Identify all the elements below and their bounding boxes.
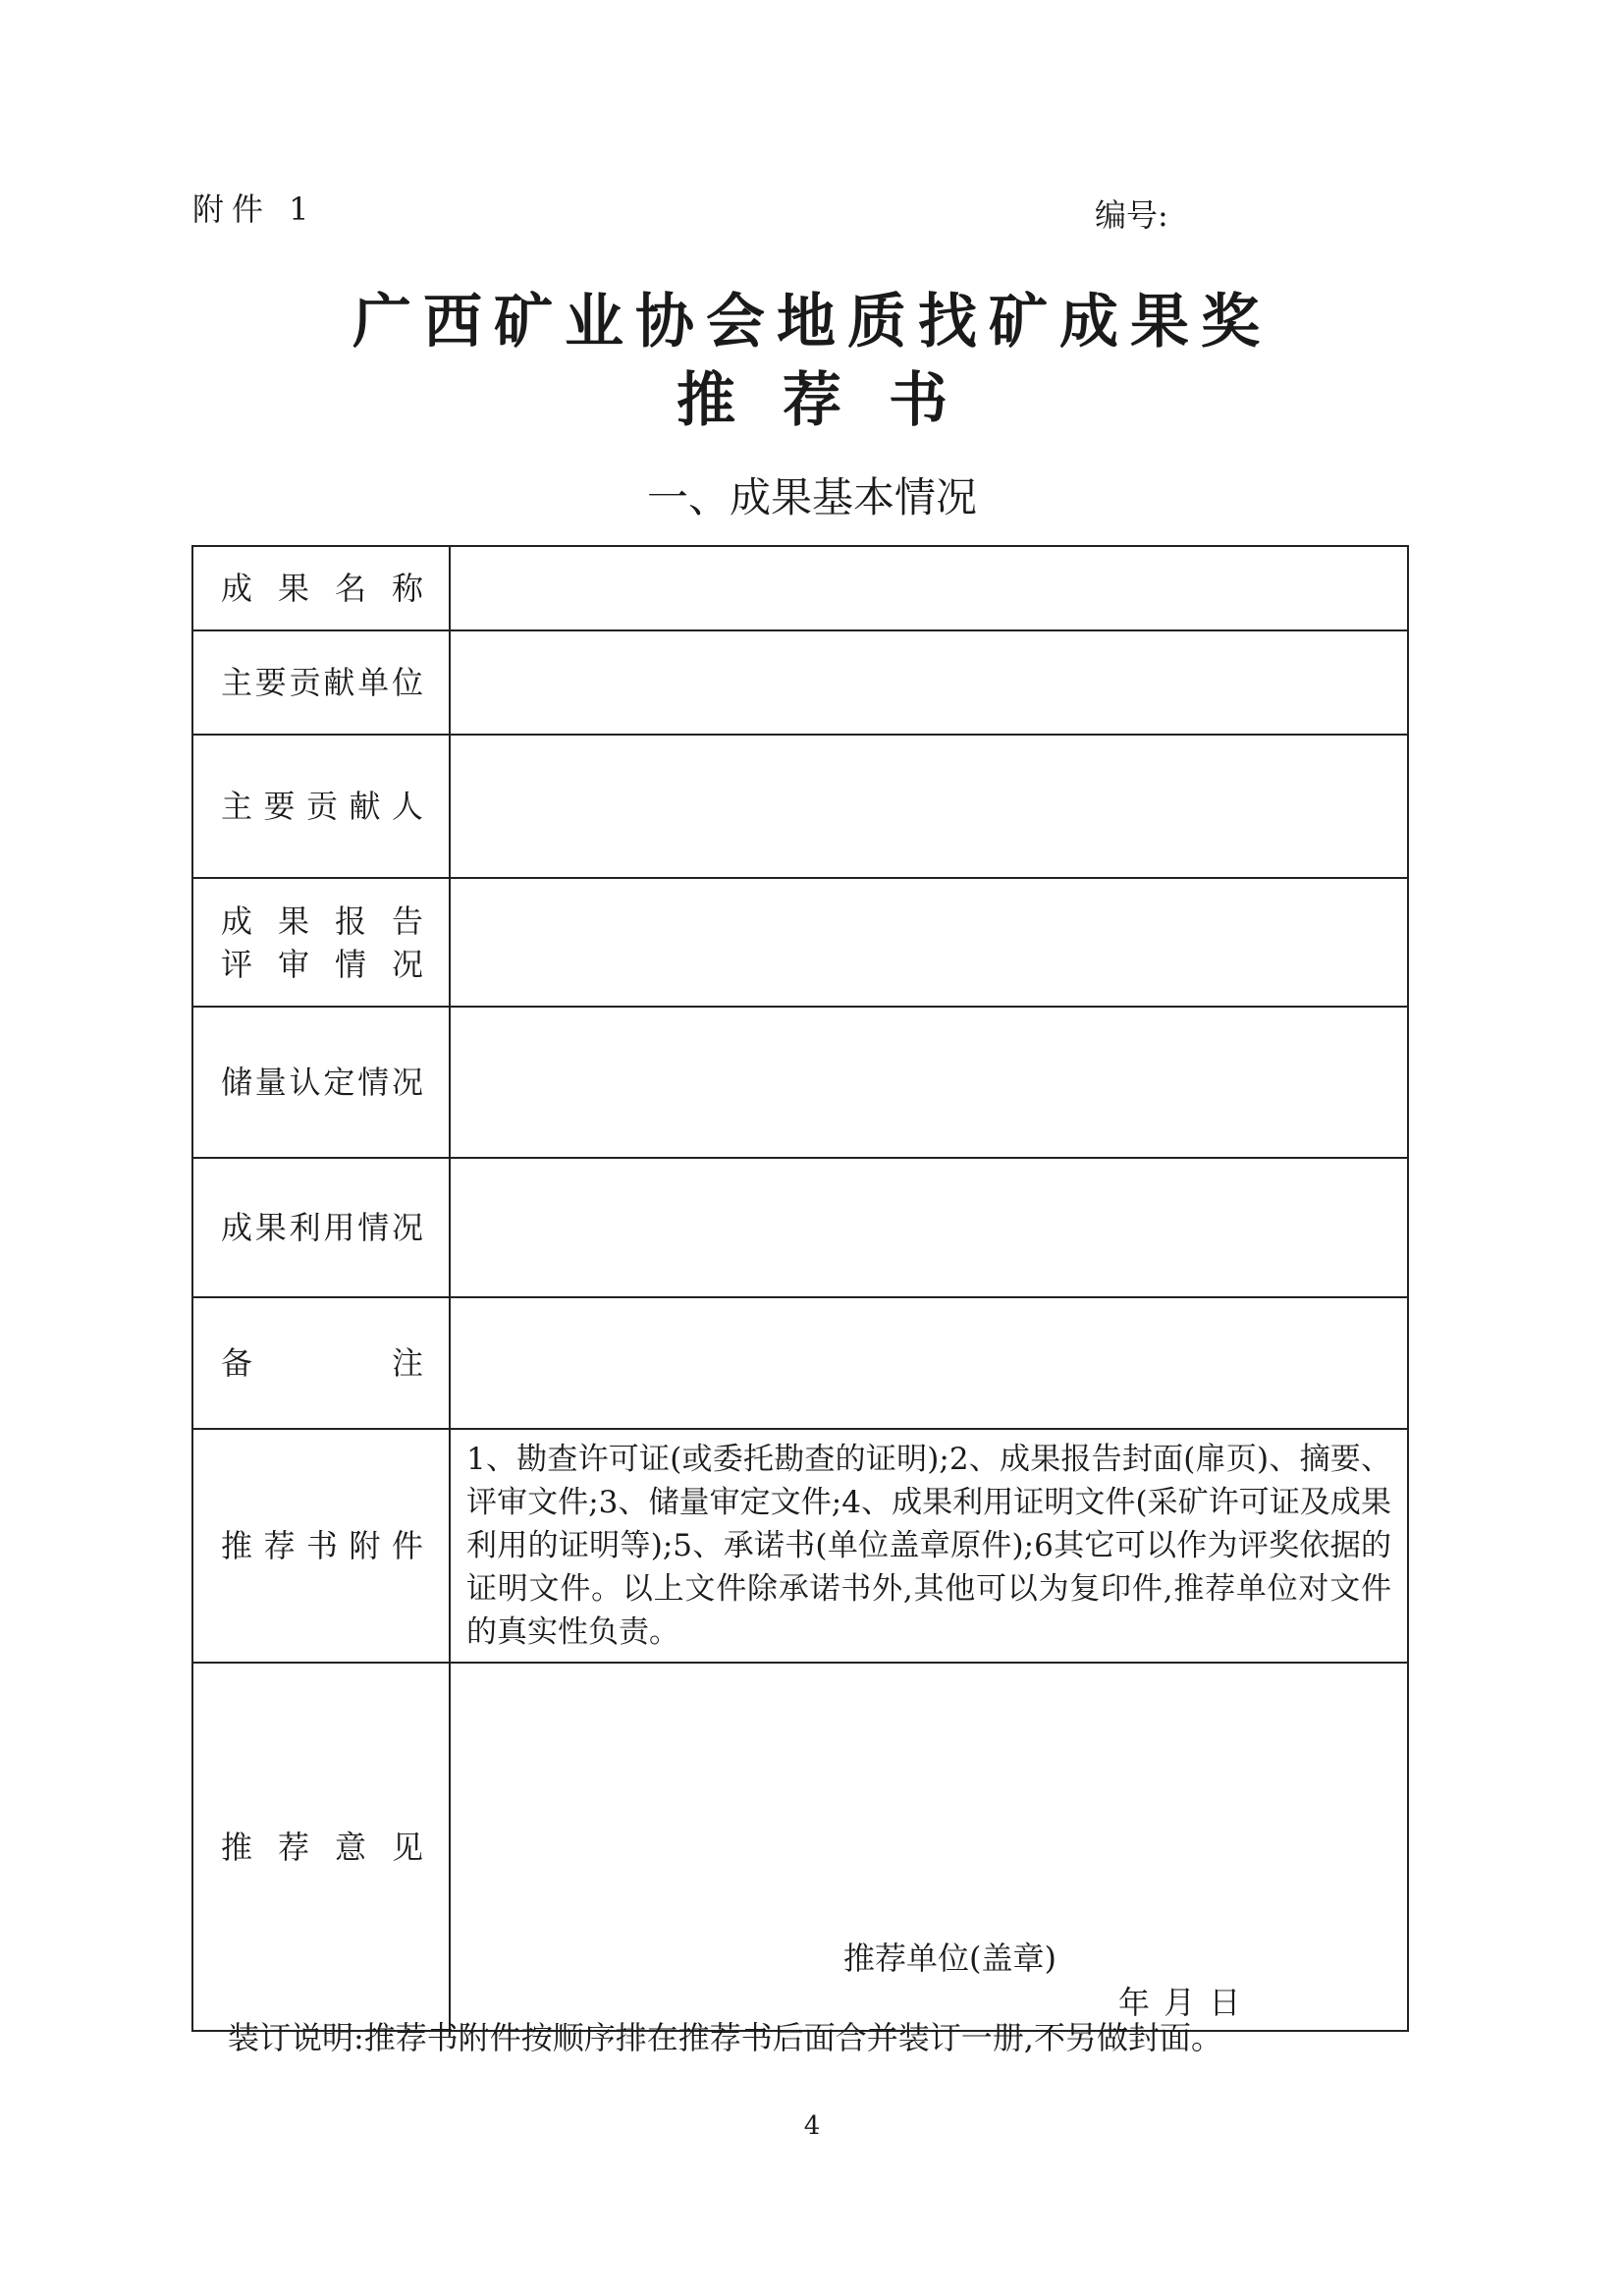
form-row-attachments [192,1429,1408,1663]
date-label: 年 月 日 [1118,1984,1243,2021]
form-row-main-unit [192,630,1408,735]
signature-block [451,1664,1407,2030]
field-main-unit[interactable] [450,630,1408,735]
attachment-label: 附件 1 [192,191,317,228]
label-report-review: 成果报告 评审情况 [192,878,450,1007]
form-row-reserve-certification [192,1007,1408,1158]
label-remarks: 备注 [192,1297,450,1429]
form-row-report-review [192,878,1408,1007]
attachments-description: 1、勘查许可证(或委托勘查的证明);2、成果报告封面(扉页)、摘要、评审文件;3、储量审定文件;4、成果利用证明文件(采矿许可证及成果利用的证明等);5、承诺书(单位盖章原件);6其它可以作为评奖依据的证明文件。以上文件除承诺书外,其他可以为复印件,推荐单位对文件的真实性负责。 [450,1429,1408,1663]
field-achievement-name[interactable] [450,546,1408,630]
field-report-review[interactable] [450,878,1408,1007]
form-row-achievement-name [192,546,1408,630]
binding-note: 装订说明:推荐书附件按顺序排在推荐书后面合并装订一册,不另做封面。 [228,2019,1222,2056]
label-reserve-certification: 储量认定情况 [192,1007,450,1158]
label-achievement-use: 成果利用情况 [192,1158,450,1297]
label-attachments: 推荐书附件 [192,1429,450,1663]
form-row-achievement-use [192,1158,1408,1297]
form-row-main-contributors [192,735,1408,878]
label-achievement-name: 成果名称 [192,546,450,630]
field-remarks[interactable] [450,1297,1408,1429]
section-title: 一、成果基本情况 [646,473,977,521]
field-achievement-use[interactable] [450,1158,1408,1297]
form-row-remarks [192,1297,1408,1429]
recommendation-form [191,545,1409,2032]
form-row-recommendation [192,1663,1408,2031]
label-recommendation: 推荐意见 [192,1663,450,2031]
label-main-contributors: 主要贡献人 [192,735,450,878]
document-subtitle: 推荐书 [677,366,995,435]
serial-number-label: 编号: [1095,196,1168,234]
document-title: 广西矿业协会地质找矿成果奖 [352,288,1272,356]
field-reserve-certification[interactable] [450,1007,1408,1158]
field-main-contributors[interactable] [450,735,1408,878]
label-main-unit: 主要贡献单位 [192,630,450,735]
stamp-label: 推荐单位(盖章) [843,1940,1056,1977]
page-number: 4 [803,2111,821,2141]
field-recommendation[interactable] [450,1663,1408,2031]
